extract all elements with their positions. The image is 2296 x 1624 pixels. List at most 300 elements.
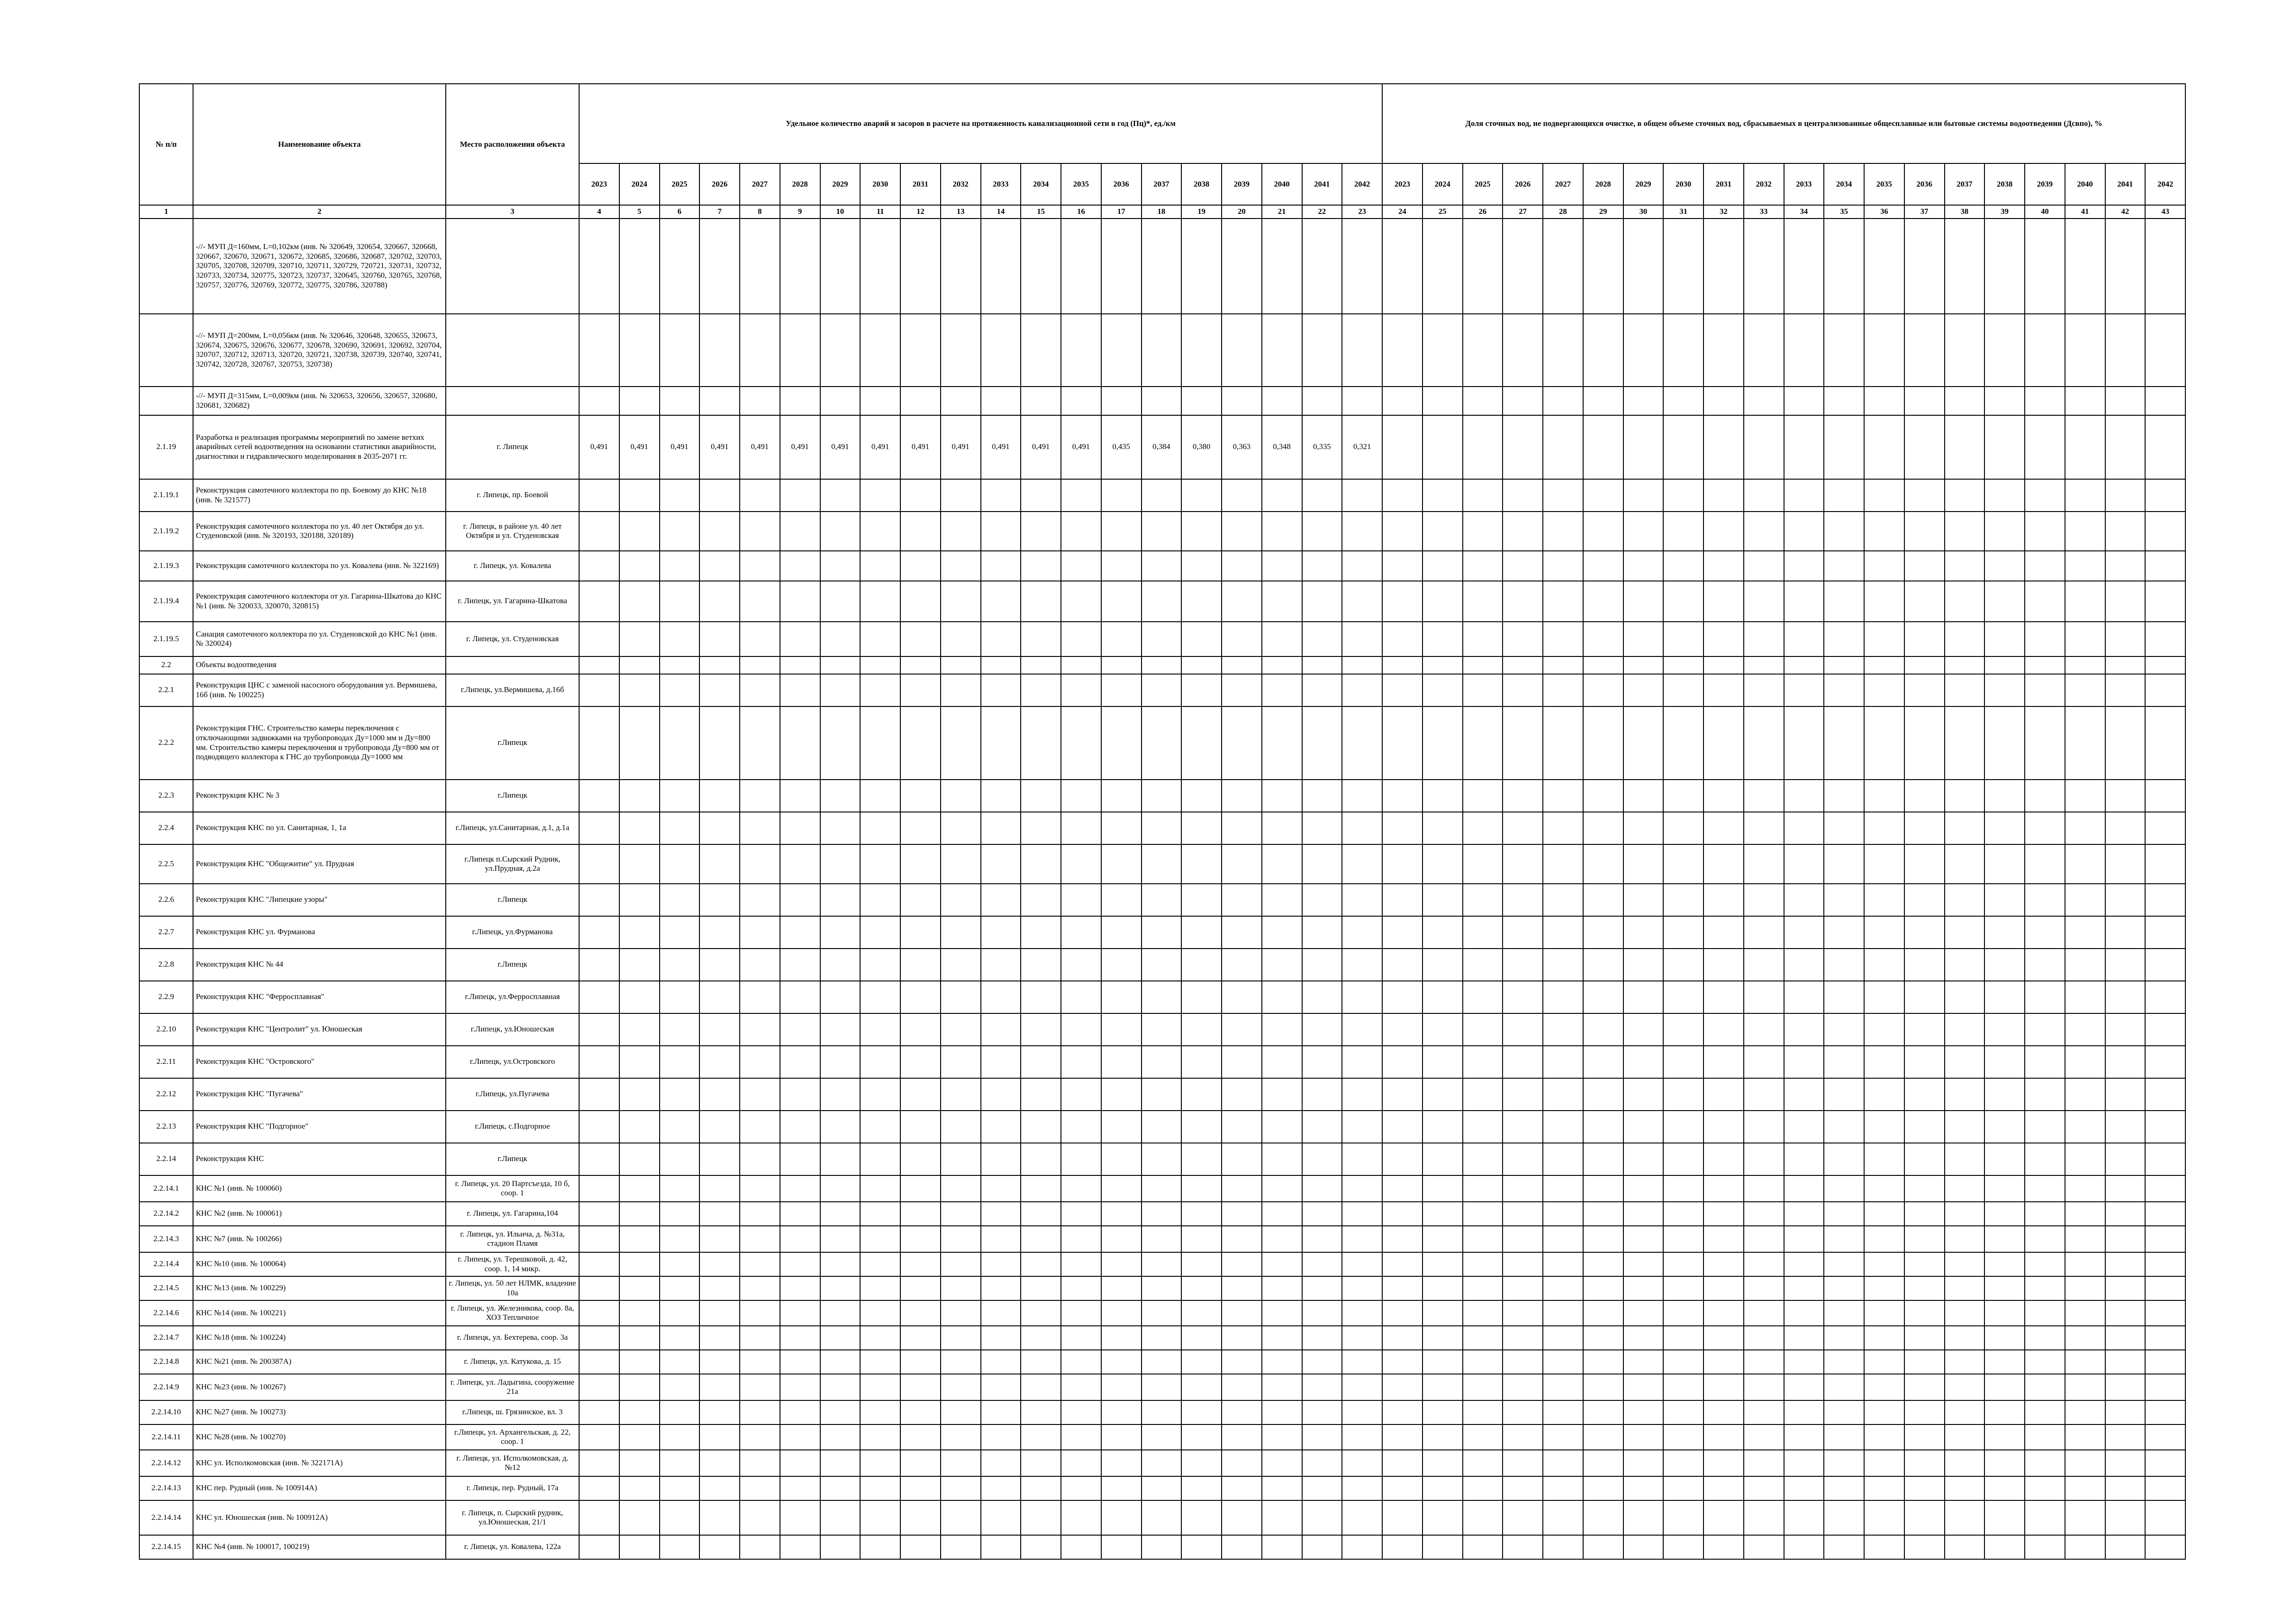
accident-rate-cell (699, 581, 740, 622)
untreated-share-cell (1945, 314, 1985, 387)
accident-rate-cell (740, 1226, 780, 1252)
accident-rate-cell (740, 1300, 780, 1326)
untreated-share-cell (1824, 1175, 1864, 1202)
accident-rate-cell (699, 551, 740, 581)
accident-rate-cell (619, 1202, 660, 1226)
accident-rate-cell (1061, 1143, 1101, 1175)
untreated-share-cell (1382, 1276, 1423, 1300)
accident-rate-cell: 0,491 (699, 415, 740, 479)
untreated-share-cell (1864, 622, 1904, 656)
column-number-33: 33 (1744, 205, 1784, 219)
accident-rate-cell (1181, 314, 1222, 387)
accident-rate-cell (780, 479, 820, 512)
column-number-24: 24 (1382, 205, 1423, 219)
untreated-share-cell (1623, 1202, 1664, 1226)
untreated-share-cell (1744, 1202, 1784, 1226)
accident-rate-cell (1021, 1276, 1061, 1300)
untreated-share-cell (2145, 1500, 2185, 1535)
untreated-share-cell (1583, 812, 1623, 844)
accident-rate-cell (1342, 1374, 1382, 1400)
untreated-share-cell (2105, 479, 2146, 512)
accident-rate-cell (740, 1400, 780, 1424)
accident-rate-cell: 0,491 (820, 415, 861, 479)
accident-rate-cell (1262, 1078, 1302, 1111)
untreated-share-cell (1463, 1476, 1503, 1500)
accident-rate-cell: 0,491 (660, 415, 700, 479)
table-row (139, 884, 2185, 916)
untreated-share-cell (1824, 884, 1864, 916)
object-name: Реконструкция КНС "Подгорное" (193, 1111, 446, 1143)
untreated-share-cell (1623, 656, 1664, 674)
accident-rate-cell (1181, 949, 1222, 981)
untreated-share-cell (2145, 656, 2185, 674)
untreated-share-cell (2145, 581, 2185, 622)
untreated-share-cell (1784, 1350, 1824, 1374)
untreated-share-cell (1703, 981, 1744, 1013)
untreated-share-cell (1663, 622, 1703, 656)
untreated-share-cell (2105, 1013, 2146, 1046)
accident-rate-cell (900, 1476, 941, 1500)
accident-rate-cell (1262, 949, 1302, 981)
untreated-share-cell (1784, 1175, 1824, 1202)
accident-rate-cell (1021, 1424, 1061, 1450)
accident-rate-cell: 0,491 (900, 415, 941, 479)
object-location: г.Липецк (446, 884, 579, 916)
untreated-share-cell (1463, 387, 1503, 415)
untreated-share-cell (2105, 551, 2146, 581)
object-location: г.Липецк, ул.Пугачева (446, 1078, 579, 1111)
accident-rate-cell (1101, 1535, 1142, 1559)
accident-rate-cell (820, 1500, 861, 1535)
accident-rate-cell (1262, 581, 1302, 622)
untreated-share-cell (2065, 479, 2105, 512)
accident-rate-cell (1262, 1500, 1302, 1535)
accident-rate-cell (579, 314, 619, 387)
accident-rate-cell (699, 219, 740, 314)
table-row (139, 415, 2185, 479)
accident-rate-cell (860, 916, 900, 949)
accident-rate-cell: 0,435 (1101, 415, 1142, 479)
untreated-share-cell (1824, 674, 1864, 706)
untreated-share-cell (1945, 1175, 1985, 1202)
untreated-share-cell (2065, 581, 2105, 622)
untreated-share-cell (1984, 622, 2025, 656)
accident-rate-cell (699, 1535, 740, 1559)
accident-rate-cell (1061, 551, 1101, 581)
untreated-share-cell (1984, 219, 2025, 314)
accident-rate-cell (981, 1111, 1021, 1143)
untreated-share-cell (1463, 674, 1503, 706)
accident-rate-cell (780, 1450, 820, 1476)
accident-rate-cell (1181, 981, 1222, 1013)
accident-rate-cell (1021, 1175, 1061, 1202)
accident-rate-cell (699, 1013, 740, 1046)
accident-rate-cell (780, 780, 820, 812)
accident-rate-cell (900, 314, 941, 387)
untreated-share-cell (1984, 1175, 2025, 1202)
untreated-share-cell (1703, 1424, 1744, 1450)
column-number-21: 21 (1262, 205, 1302, 219)
untreated-share-cell (1784, 844, 1824, 884)
untreated-share-cell (1663, 1111, 1703, 1143)
accident-rate-cell (981, 1326, 1021, 1350)
accident-rate-cell (1222, 1400, 1262, 1424)
object-location: г. Липецк, ул. Бехтерева, соор. 3а (446, 1326, 579, 1350)
untreated-share-cell (1703, 479, 1744, 512)
object-location: г.Липецк, ул.Вермишева, д.16б (446, 674, 579, 706)
untreated-share-cell (1945, 387, 1985, 415)
accident-rate-cell (1222, 622, 1262, 656)
untreated-share-cell (1984, 1326, 2025, 1350)
untreated-share-cell (1824, 780, 1864, 812)
row-number: 2.2.14.11 (139, 1424, 193, 1450)
object-name: КНС №10 (инв. № 100064) (193, 1252, 446, 1276)
accident-rate-cell (1021, 1013, 1061, 1046)
untreated-share-cell (1423, 1300, 1463, 1326)
untreated-share-cell (1904, 1350, 1945, 1374)
untreated-share-cell (1423, 1226, 1463, 1252)
object-name: КНС №1 (инв. № 100060) (193, 1175, 446, 1202)
untreated-share-cell (1583, 1143, 1623, 1175)
accident-rate-cell (1342, 387, 1382, 415)
untreated-share-cell (1703, 387, 1744, 415)
untreated-share-cell (1824, 581, 1864, 622)
row-number: 2.2.14.12 (139, 1450, 193, 1476)
untreated-share-cell (1583, 706, 1623, 780)
object-location (446, 656, 579, 674)
untreated-share-cell (1744, 1374, 1784, 1400)
object-location: г. Липецк, ул. Гагарина,104 (446, 1202, 579, 1226)
accident-rate-cell (780, 1326, 820, 1350)
untreated-share-cell (1663, 387, 1703, 415)
accident-rate-cell (780, 706, 820, 780)
untreated-share-cell (1864, 314, 1904, 387)
accident-rate-cell (1101, 1424, 1142, 1450)
object-location: г.Липецк, с.Подгорное (446, 1111, 579, 1143)
accident-rate-cell (941, 706, 981, 780)
untreated-share-cell (1945, 551, 1985, 581)
accident-rate-cell (1222, 706, 1262, 780)
untreated-share-cell (1945, 479, 1985, 512)
untreated-share-cell (1904, 1300, 1945, 1326)
untreated-share-cell (1623, 622, 1664, 656)
untreated-share-cell (1703, 1046, 1744, 1078)
accident-rate-cell (699, 884, 740, 916)
untreated-share-cell (1864, 1046, 1904, 1078)
untreated-share-cell (2105, 219, 2146, 314)
untreated-share-cell (1463, 551, 1503, 581)
accident-rate-cell (1101, 706, 1142, 780)
untreated-share-cell (1423, 1450, 1463, 1476)
untreated-share-cell (1382, 314, 1423, 387)
untreated-share-cell (1463, 844, 1503, 884)
accident-rate-cell (900, 512, 941, 551)
untreated-share-cell (1864, 415, 1904, 479)
table-row (139, 1424, 2185, 1450)
row-number: 2.2.5 (139, 844, 193, 884)
untreated-share-cell (2065, 1252, 2105, 1276)
accident-rate-cell (1021, 622, 1061, 656)
accident-rate-cell (780, 1252, 820, 1276)
year-header-1-2033: 2033 (981, 163, 1021, 205)
accident-rate-cell (579, 1500, 619, 1535)
untreated-share-cell (1543, 1202, 1583, 1226)
accident-rate-cell (780, 512, 820, 551)
accident-rate-cell (1342, 780, 1382, 812)
accident-rate-cell (1181, 1046, 1222, 1078)
accident-rate-cell (660, 916, 700, 949)
untreated-share-cell (2105, 1450, 2146, 1476)
accident-rate-cell (740, 1450, 780, 1476)
untreated-share-cell (1984, 844, 2025, 884)
untreated-share-cell (1463, 1450, 1503, 1476)
untreated-share-cell (2145, 1226, 2185, 1252)
untreated-share-cell (1382, 1078, 1423, 1111)
untreated-share-cell (1744, 1500, 1784, 1535)
untreated-share-cell (1703, 949, 1744, 981)
untreated-share-cell (1984, 1226, 2025, 1252)
accident-rate-cell (1302, 812, 1342, 844)
untreated-share-cell (1824, 1476, 1864, 1500)
untreated-share-cell (1583, 551, 1623, 581)
untreated-share-cell (1543, 1013, 1583, 1046)
untreated-share-cell (1382, 981, 1423, 1013)
untreated-share-cell (1864, 1374, 1904, 1400)
untreated-share-cell (1623, 1476, 1664, 1500)
untreated-share-cell (1583, 1424, 1623, 1450)
untreated-share-cell (2145, 812, 2185, 844)
accident-rate-cell (660, 1450, 700, 1476)
untreated-share-cell (1583, 1450, 1623, 1476)
untreated-share-cell (1984, 314, 2025, 387)
accident-rate-cell (1061, 314, 1101, 387)
object-name: КНС пер. Рудный (инв. № 100914А) (193, 1476, 446, 1500)
accident-rate-cell (941, 1252, 981, 1276)
untreated-share-cell (1984, 706, 2025, 780)
accident-rate-cell (660, 656, 700, 674)
accident-rate-cell (900, 812, 941, 844)
untreated-share-cell (1824, 1046, 1864, 1078)
accident-rate-cell (1181, 1450, 1222, 1476)
untreated-share-cell (1703, 812, 1744, 844)
untreated-share-cell (1744, 1175, 1784, 1202)
untreated-share-cell (1824, 1374, 1864, 1400)
untreated-share-cell (1784, 949, 1824, 981)
accident-rate-cell (860, 1013, 900, 1046)
accident-rate-cell (780, 314, 820, 387)
untreated-share-cell (1864, 1175, 1904, 1202)
untreated-share-cell (1423, 1252, 1463, 1276)
accident-rate-cell (1142, 1350, 1182, 1374)
accident-rate-cell (660, 674, 700, 706)
untreated-share-cell (1543, 1450, 1583, 1476)
accident-rate-cell (1262, 314, 1302, 387)
untreated-share-cell (1984, 1276, 2025, 1300)
accident-rate-cell (1181, 551, 1222, 581)
accident-rate-cell (820, 780, 861, 812)
accident-rate-cell (1302, 884, 1342, 916)
accident-rate-cell (1342, 622, 1382, 656)
untreated-share-cell (1984, 981, 2025, 1013)
untreated-share-cell (1583, 1476, 1623, 1500)
accident-rate-cell (699, 981, 740, 1013)
accident-rate-cell (1101, 1143, 1142, 1175)
untreated-share-cell (2105, 1326, 2146, 1350)
untreated-share-cell (2065, 551, 2105, 581)
accident-rate-cell (740, 387, 780, 415)
column-number-29: 29 (1583, 205, 1623, 219)
object-location: г.Липецк (446, 706, 579, 780)
accident-rate-cell (1262, 622, 1302, 656)
untreated-share-cell (1744, 1013, 1784, 1046)
untreated-share-cell (2145, 1252, 2185, 1276)
untreated-share-cell (2065, 706, 2105, 780)
untreated-share-cell (2145, 981, 2185, 1013)
table-row (139, 1476, 2185, 1500)
accident-rate-cell (1342, 1350, 1382, 1374)
untreated-share-cell (1623, 415, 1664, 479)
accident-rate-cell (820, 1326, 861, 1350)
untreated-share-cell (1824, 981, 1864, 1013)
accident-rate-cell (1342, 844, 1382, 884)
accident-rate-cell (1061, 949, 1101, 981)
untreated-share-cell (2145, 1424, 2185, 1450)
accident-rate-cell (860, 581, 900, 622)
untreated-share-cell (1784, 706, 1824, 780)
accident-rate-cell (1262, 884, 1302, 916)
accident-rate-cell (660, 387, 700, 415)
untreated-share-cell (2025, 1046, 2065, 1078)
untreated-share-cell (1744, 844, 1784, 884)
accident-rate-cell (619, 479, 660, 512)
untreated-share-cell (1463, 219, 1503, 314)
column-number-5: 5 (619, 205, 660, 219)
accident-rate-cell (820, 706, 861, 780)
accident-rate-cell (1302, 1143, 1342, 1175)
untreated-share-cell (1423, 949, 1463, 981)
accident-rate-cell (900, 1350, 941, 1374)
accident-rate-cell (1302, 706, 1342, 780)
untreated-share-cell (1663, 1046, 1703, 1078)
object-name: КНС №7 (инв. № 100266) (193, 1226, 446, 1252)
accident-rate-cell (900, 706, 941, 780)
accident-rate-cell (660, 1078, 700, 1111)
table-row (139, 1276, 2185, 1300)
year-header-2-2023: 2023 (1382, 163, 1423, 205)
table-row (139, 1013, 2185, 1046)
untreated-share-cell (1744, 1326, 1784, 1350)
untreated-share-cell (1864, 1476, 1904, 1500)
accident-rate-cell (660, 512, 700, 551)
accident-rate-cell (1061, 1400, 1101, 1424)
untreated-share-cell (1503, 1276, 1543, 1300)
untreated-share-cell (1463, 916, 1503, 949)
untreated-share-cell (1744, 674, 1784, 706)
accident-rate-cell (740, 1276, 780, 1300)
year-header-1-2031: 2031 (900, 163, 941, 205)
accident-rate-cell (981, 581, 1021, 622)
accident-rate-cell (1262, 551, 1302, 581)
untreated-share-cell (1703, 1535, 1744, 1559)
accident-rate-cell (900, 551, 941, 581)
untreated-share-cell (1784, 219, 1824, 314)
accident-rate-cell (1061, 780, 1101, 812)
untreated-share-cell (1784, 1046, 1824, 1078)
accident-rate-cell (579, 1350, 619, 1374)
accident-rate-cell (941, 1046, 981, 1078)
accident-rate-cell (1061, 812, 1101, 844)
untreated-share-cell (1463, 1374, 1503, 1400)
untreated-share-cell (1904, 622, 1945, 656)
accident-rate-cell (1262, 1226, 1302, 1252)
untreated-share-cell (2065, 1326, 2105, 1350)
accident-rate-cell (1181, 219, 1222, 314)
accident-rate-cell (900, 1226, 941, 1252)
accident-rate-cell (1262, 656, 1302, 674)
row-number: 2.1.19.2 (139, 512, 193, 551)
accident-rate-cell (1021, 656, 1061, 674)
untreated-share-cell (1904, 1374, 1945, 1400)
untreated-share-cell (2025, 812, 2065, 844)
untreated-share-cell (1904, 981, 1945, 1013)
accident-rate-cell (660, 1350, 700, 1374)
accident-rate-cell (1101, 314, 1142, 387)
accident-rate-cell (1101, 1013, 1142, 1046)
year-header-1-2038: 2038 (1181, 163, 1222, 205)
untreated-share-cell (1904, 551, 1945, 581)
untreated-share-cell (1864, 656, 1904, 674)
accident-rate-cell (1302, 1424, 1342, 1450)
year-header-2-2026: 2026 (1503, 163, 1543, 205)
untreated-share-cell (1543, 1252, 1583, 1276)
untreated-share-cell (2025, 1300, 2065, 1326)
untreated-share-cell (1945, 1046, 1985, 1078)
accident-rate-cell (820, 1013, 861, 1046)
untreated-share-cell (2105, 1046, 2146, 1078)
object-name: Реконструкция КНС "Пугачева" (193, 1078, 446, 1111)
object-name: КНС №14 (инв. № 100221) (193, 1300, 446, 1326)
accident-rate-cell (699, 479, 740, 512)
untreated-share-cell (2145, 884, 2185, 916)
untreated-share-cell (1945, 581, 1985, 622)
accident-rate-cell (1181, 479, 1222, 512)
untreated-share-cell (1984, 1374, 2025, 1400)
object-location: г.Липецк, ш. Грязинское, вл. 3 (446, 1400, 579, 1424)
accident-rate-cell (1061, 1450, 1101, 1476)
accident-rate-cell (1061, 512, 1101, 551)
accident-rate-cell (1302, 479, 1342, 512)
accident-rate-cell (981, 949, 1021, 981)
row-number: 2.1.19.3 (139, 551, 193, 581)
accident-rate-cell (1061, 1111, 1101, 1143)
untreated-share-cell (1382, 1400, 1423, 1424)
accident-rate-cell (981, 551, 1021, 581)
untreated-share-cell (2025, 844, 2065, 884)
accident-rate-cell (981, 387, 1021, 415)
accident-rate-cell (941, 780, 981, 812)
row-number: 2.2.11 (139, 1046, 193, 1078)
column-number-31: 31 (1663, 205, 1703, 219)
untreated-share-cell (1382, 1300, 1423, 1326)
accident-rate-cell (619, 1046, 660, 1078)
accident-rate-cell (1262, 1350, 1302, 1374)
untreated-share-cell (2065, 674, 2105, 706)
untreated-share-cell (2105, 1276, 2146, 1300)
accident-rate-cell (860, 1252, 900, 1276)
untreated-share-cell (1904, 512, 1945, 551)
accident-rate-cell (820, 981, 861, 1013)
untreated-share-cell (1864, 884, 1904, 916)
